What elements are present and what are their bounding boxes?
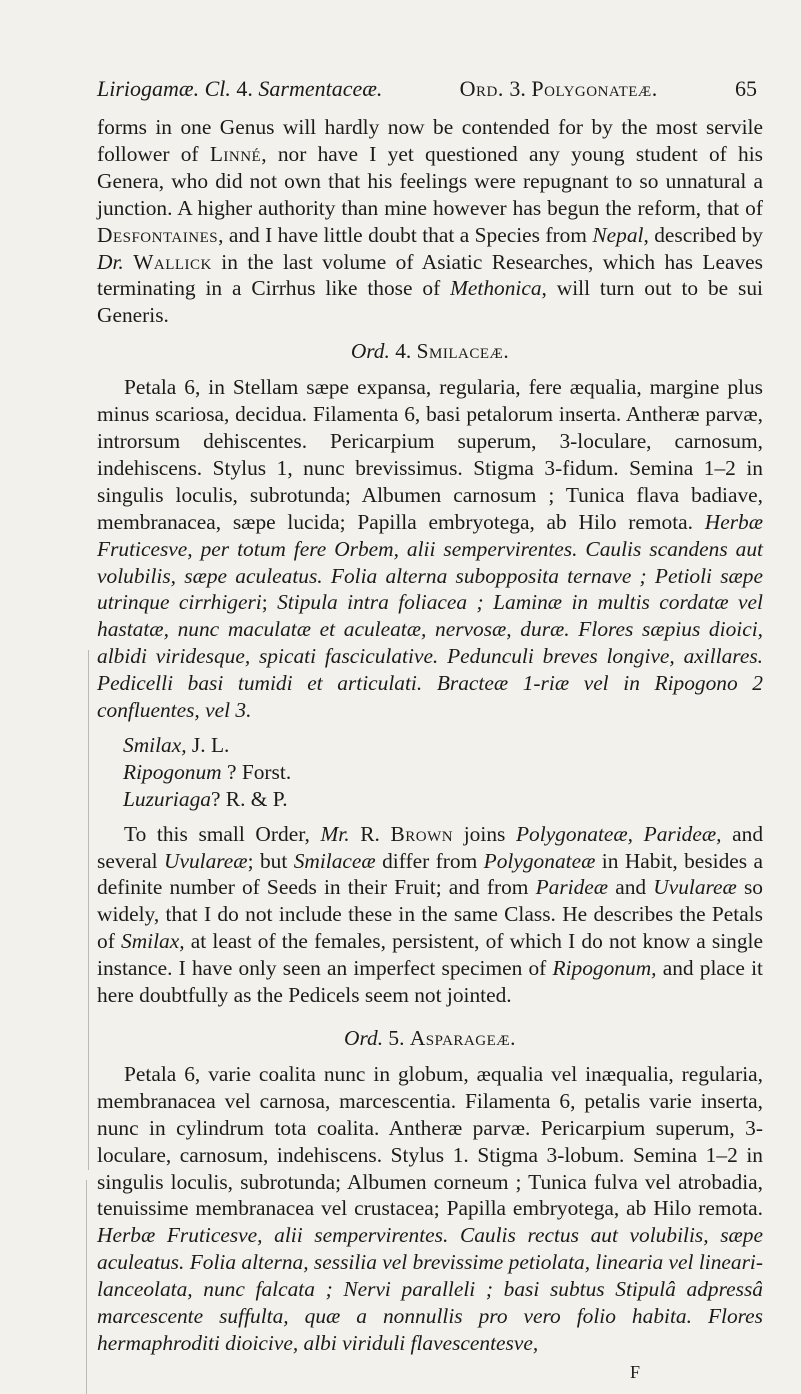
page-number: 65 [735,76,757,101]
genus-entry: Ripogonum ? Forst. [123,759,292,784]
header-left: Liriogamæ. Cl. 4. Sarmentaceæ. [97,76,383,101]
section-heading-ord-4: Ord. 4. Smilaceæ. [350,339,510,364]
paragraph-continuation: forms in one Genus will hardly now be contended for by the most servile follower of Linné, nor have I yet questioned any young student of his Genera, who did not own that his feelings were repugnant to so unnatural a junction. A higher authority than mine however has begun the reform, that of Desfontaines, and I have little doubt that a Species from Nepal, described by Dr. Wallick in the last volume of Asiatic Researches, which has Leaves terminating in a Cirrhus like those of Methonica, will turn out to be sui Generis. [97,115,763,328]
commentary-paragraph: To this small Order, Mr. R. Brown joins Polygonateæ, Parideæ, and several Uvulareæ; but Smilaceæ differ from Polygonateæ in Habit, besides a definite number of Seeds in their Fruit; and from Parideæ and Uvulareæ so widely, that I do not include these in the same Class. He describes the Petals of Smilax, at least of the females, persistent, of which I do not know a single instance. I have only seen an imperfect specimen of Ripogonum, and place it here doubtfully as the Pedicels seem not jointed. [97,821,764,1008]
running-header [97,76,757,106]
genera-list [123,732,763,813]
order-description-asparageae: Petala 6, varie coalita nunc in globum, æqualia vel inæqualia, regularia, membranacea vel carnosa, marcescentia. Filamenta 6, petalis varie inserta, nunc in cylindrum tota coalita. Antheræ parvæ. Pericarpium superum, 3-loculare, carnosum, indehiscens. Stylus 1. Stigma 3-lobum. Semina 1–2 in singulis loculis, subrotunda; Albumen corneum ; Tunica fulva vel atrobadia, tenuissime membranacea vel crustacea; Papilla embryotega, ab Hilo remota. Herbæ Fruticesve, alii sempervirentes. Caulis rectus aut volubilis, sæpe aculeatus. Folia alterna, sessilia vel brevissime petiolata, linearia vel lineari-lanceolata, nunc falcata ; Nervi paralleli ; basi subtus Stipulâ adpressâ marcescente suffulta, quæ a nonnullis pro vero folio habita. Flores hermaphroditi dioicive, albi viriduli flavescentesve, [97,1061,763,1355]
order-description-smilaceae: Petala 6, in Stellam sæpe expansa, regularia, fere æqualia, margine plus minus scariosa, decidua. Filamenta 6, basi petalorum inserta. Antheræ parvæ, introrsum dehiscentes. Pericarpium superum, 3-loculare, carnosum, indehiscens. Stylus 1, nunc brevissimus. Stigma 3-fidum. Semina 1–2 in singulis loculis, subrotunda; Albumen carnosum ; Tunica flava badiave, membranacea, sæpe lucida; Papilla embryotega, ab Hilo remota. Herbæ Fruticesve, per totum fere Orbem, alii sempervirentes. Caulis scandens aut volubilis, sæpe aculeatus. Folia alterna subopposita ternave ; Petioli sæpe utrinque cirrhigeri; Stipula intra foliacea ; Laminæ in multis cordatæ vel hastatæ, nunc maculatæ et aculeatæ, nervosæ, duræ. Flores sæpius dioici, albidi viridesque, spicati fasciculative. Pedunculi breves longive, axillares. Pedicelli basi tumidi et articulati. Bracteæ 1-riæ vel in Ripogono 2 confluentes, vel 3. [97,375,763,723]
genus-entry: Luzuriaga? R. & P. [123,786,288,811]
page-body [97,114,763,1357]
binding-edge-line-lower [86,1180,87,1394]
signature-mark: F [629,1362,640,1382]
header-middle: Ord. 3. Polygonateæ. [459,76,658,101]
section-heading-ord-5: Ord. 5. Asparageæ. [344,1026,516,1050]
genus-entry: Smilax, J. L. [123,732,230,757]
binding-edge-line [88,650,89,1170]
